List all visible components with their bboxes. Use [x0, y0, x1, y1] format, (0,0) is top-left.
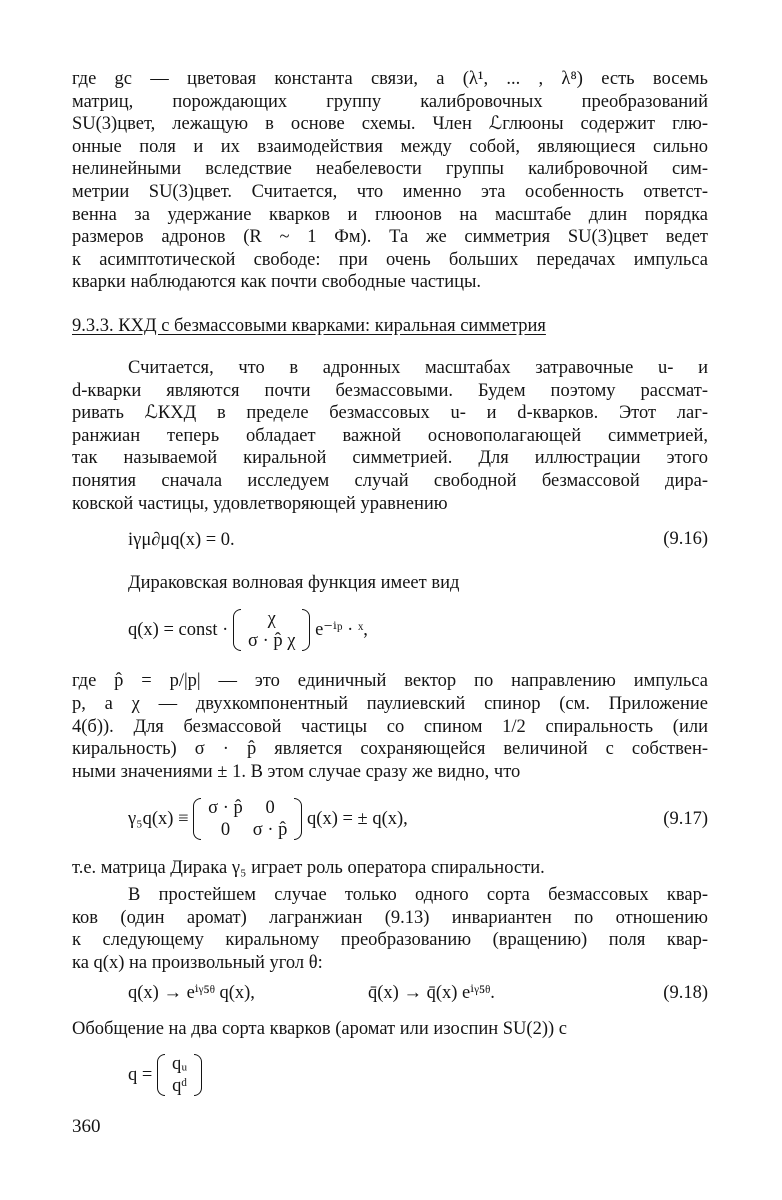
- text-line: метрии SU(3)цвет. Считается, что именно эта особенность ответст-: [72, 181, 708, 202]
- paragraph-7: [72, 1018, 708, 1041]
- text-line: нелинейными вследствие неабелевости группы калибровочной сим-: [72, 159, 708, 180]
- paragraph-5: [72, 857, 708, 880]
- text-line: киральность) σ · p̂ является сохраняющейся величиной с собствен-: [72, 739, 708, 760]
- equation-lhs: γ₅q(x) ≡: [128, 809, 189, 830]
- text-line: 4(б)). Для безмассовой частицы со спином 1/2 спиральность (или: [72, 716, 708, 737]
- equation-9-16: [72, 527, 708, 552]
- paragraph-4: [72, 670, 708, 783]
- paragraph-2: [72, 357, 708, 515]
- section-heading: 9.3.3. КХД с безмассовыми кварками: киральная симметрия: [72, 315, 546, 336]
- text-line: ка q(x) на произвольный угол θ:: [72, 952, 323, 973]
- equation-lhs: q(x) = const ·: [128, 620, 229, 641]
- paragraph-3: [72, 572, 708, 595]
- text-line: d-кварки являются почти безмассовыми. Будем поэтому рассмат-: [72, 380, 708, 401]
- text-line: Считается, что в адронных масштабах затравочные u- и: [128, 357, 708, 378]
- page-body: [72, 68, 708, 1097]
- equation-left: q(x) → eⁱᵞ⁵ᶿ q(x),: [128, 983, 255, 1004]
- equation-wavefunction: [72, 608, 708, 652]
- text-line: p, а χ — двухкомпонентный паулиевский спинор (см. Приложение: [72, 694, 708, 715]
- matrix-cell: qᵤ: [171, 1053, 188, 1074]
- paragraph-6: [72, 884, 708, 974]
- text-line: размеров адронов (R ~ 1 Фм). Та же симметрия SU(3)цвет ведет: [72, 227, 708, 248]
- text-line: где gс — цветовая константа связи, а (λ¹, ... , λ⁸) есть восемь: [72, 69, 708, 89]
- text-line: ранжиан теперь обладает важной основополагающей симметрией,: [72, 425, 708, 446]
- equation-number: (9.18): [663, 983, 708, 1004]
- text-line: т.е. матрица Дирака γ₅ играет роль оператора спиральности.: [72, 858, 545, 879]
- text-line: Дираковская волновая функция имеет вид: [128, 572, 460, 593]
- text-line: понятия сначала исследуем случай свободной безмассовой дира-: [72, 470, 708, 491]
- matrix-cell: 0: [265, 798, 275, 819]
- equation-9-17: [72, 797, 708, 841]
- text-line: онные поля и их взаимодействия между собой, являющиеся сильно: [72, 136, 708, 157]
- text-line: Обобщение на два сорта кварков (аромат или изоспин SU(2)) с: [72, 1019, 567, 1040]
- gamma5-matrix: [193, 797, 302, 841]
- text-line: В простейшем случае только одного сорта безмассовых квар-: [128, 885, 708, 905]
- equation-9-18: [72, 980, 708, 1006]
- matrix-cell: σ · p̂: [252, 820, 288, 841]
- equation-body: iγμ∂μq(x) = 0.: [128, 529, 235, 550]
- text-line: венна за удержание кварков и глюонов на масштабе длин порядка: [72, 204, 708, 225]
- equation-right: q̄(x) → q̄(x) eⁱᵞ⁵ᶿ.: [368, 983, 495, 1004]
- paragraph-1: [72, 68, 708, 294]
- text-line: где p̂ = p/|p| — это единичный вектор по направлению импульса: [72, 671, 708, 692]
- text-line: кварки наблюдаются как почти свободные частицы.: [72, 272, 482, 293]
- equation-doublet: [72, 1053, 708, 1097]
- equation-number: (9.16): [663, 529, 708, 550]
- text-line: матриц, порождающих группу калибровочных преобразований: [72, 91, 708, 112]
- matrix-cell: qᵈ: [172, 1075, 188, 1096]
- text-line: ков (один аромат) лагранжиан (9.13) инвариантен по отношению: [72, 907, 708, 928]
- quark-doublet: [157, 1053, 202, 1097]
- text-line: ковской частицы, удовлетворяющей уравнению: [72, 493, 448, 514]
- matrix-cell: χ: [267, 609, 276, 630]
- equation-lhs: q =: [128, 1064, 153, 1085]
- text-line: так называемой киральной симметрией. Для иллюстрации этого: [72, 448, 708, 469]
- text-line: к следующему киральному преобразованию (вращению) поля квар-: [72, 930, 708, 951]
- matrix-cell: σ · p̂: [208, 798, 243, 819]
- text-line: SU(3)цвет, лежащую в основе схемы. Член ℒглюоны содержит глю-: [72, 114, 708, 135]
- matrix-cell: σ · p̂ χ: [247, 631, 296, 652]
- text-line: ными значениями ± 1. В этом случае сразу же видно, что: [72, 761, 521, 782]
- page-number: 360: [72, 1116, 101, 1137]
- equation-exponent: e⁻ⁱᵖ · ˣ,: [315, 620, 368, 641]
- equation-number: (9.17): [663, 809, 708, 830]
- equation-rhs: q(x) = ± q(x),: [307, 809, 408, 830]
- spinor-column: [233, 608, 310, 652]
- text-line: ривать ℒКХД в пределе безмассовых u- и d-кварков. Этот лаг-: [72, 403, 708, 424]
- matrix-cell: 0: [220, 820, 231, 841]
- text-line: к асимптотической свободе: при очень больших передачах импульса: [72, 249, 708, 270]
